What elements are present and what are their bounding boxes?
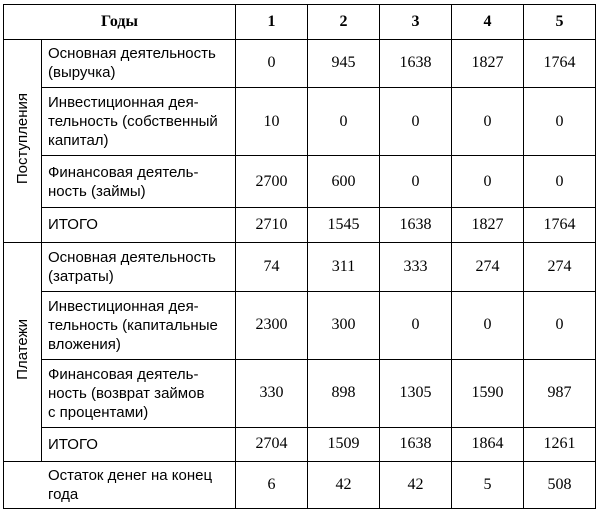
header-row xyxy=(4,5,596,40)
table-row xyxy=(4,359,596,427)
years-header-cell: Годы xyxy=(4,5,236,40)
row-label-line: Инвестиционная дея- xyxy=(48,94,199,112)
total-label: ИТОГО xyxy=(42,208,236,243)
value-cell: 1305 xyxy=(380,359,452,427)
value-cell: 0 xyxy=(452,291,524,359)
value-cell: 0 xyxy=(524,156,596,208)
group-label-text: Платежи xyxy=(14,319,31,380)
row-label-line: года xyxy=(48,486,79,504)
table-row xyxy=(4,242,596,291)
row-label xyxy=(42,88,236,156)
row-label xyxy=(42,39,236,88)
value-cell: 274 xyxy=(524,242,596,291)
value-cell: 508 xyxy=(524,462,596,509)
value-cell: 0 xyxy=(308,88,380,156)
value-cell: 1590 xyxy=(452,359,524,427)
value-cell: 898 xyxy=(308,359,380,427)
value-cell: 1261 xyxy=(524,427,596,462)
value-cell: 0 xyxy=(380,156,452,208)
value-cell: 1638 xyxy=(380,208,452,243)
row-label xyxy=(42,291,236,359)
row-label-line: (затраты) xyxy=(48,267,114,285)
value-cell: 2300 xyxy=(236,291,308,359)
row-label-line: с процентами) xyxy=(48,403,149,421)
row-label-line: тельность (собственный xyxy=(48,113,218,131)
row-label-line: вложения) xyxy=(48,335,121,353)
value-cell: 1509 xyxy=(308,427,380,462)
value-cell: 2700 xyxy=(236,156,308,208)
value-cell: 1638 xyxy=(380,39,452,88)
total-row xyxy=(4,427,596,462)
value-cell: 2710 xyxy=(236,208,308,243)
row-label-line: Основная деятельность xyxy=(48,45,216,63)
row-label-line: капитал) xyxy=(48,132,109,150)
year-header-1: 1 xyxy=(236,5,308,40)
value-cell: 0 xyxy=(524,88,596,156)
value-cell: 42 xyxy=(380,462,452,509)
value-cell: 0 xyxy=(452,156,524,208)
year-header-3: 3 xyxy=(380,5,452,40)
group-label-payments xyxy=(4,242,42,461)
value-cell: 311 xyxy=(308,242,380,291)
row-label-line: (выручка) xyxy=(48,64,116,82)
year-header-4: 4 xyxy=(452,5,524,40)
cash-flow-table xyxy=(3,4,596,509)
table-row xyxy=(4,156,596,208)
balance-label xyxy=(4,462,236,509)
table-row xyxy=(4,88,596,156)
value-cell: 1545 xyxy=(308,208,380,243)
value-cell: 1827 xyxy=(452,39,524,88)
value-cell: 1864 xyxy=(452,427,524,462)
balance-row xyxy=(4,462,596,509)
value-cell: 600 xyxy=(308,156,380,208)
row-label-line: Остаток денег на конец xyxy=(48,467,213,485)
table-row xyxy=(4,291,596,359)
total-row xyxy=(4,208,596,243)
value-cell: 300 xyxy=(308,291,380,359)
value-cell: 0 xyxy=(380,88,452,156)
value-cell: 333 xyxy=(380,242,452,291)
table-row xyxy=(4,39,596,88)
total-label: ИТОГО xyxy=(42,427,236,462)
value-cell: 1827 xyxy=(452,208,524,243)
value-cell: 0 xyxy=(236,39,308,88)
value-cell: 274 xyxy=(452,242,524,291)
value-cell: 1764 xyxy=(524,208,596,243)
row-label-line: Инвестиционная дея- xyxy=(48,297,199,315)
row-label-line: Основная деятельность xyxy=(48,248,216,266)
value-cell: 1764 xyxy=(524,39,596,88)
row-label xyxy=(42,156,236,208)
value-cell: 987 xyxy=(524,359,596,427)
year-header-2: 2 xyxy=(308,5,380,40)
value-cell: 10 xyxy=(236,88,308,156)
value-cell: 42 xyxy=(308,462,380,509)
row-label-line: Финансовая деятель- xyxy=(48,163,199,181)
value-cell: 1638 xyxy=(380,427,452,462)
group-label-receipts xyxy=(4,39,42,242)
row-label-line: тельность (капитальные xyxy=(48,316,218,334)
value-cell: 5 xyxy=(452,462,524,509)
row-label-line: ность (займы) xyxy=(48,182,146,200)
row-label xyxy=(42,359,236,427)
value-cell: 0 xyxy=(452,88,524,156)
value-cell: 6 xyxy=(236,462,308,509)
value-cell: 330 xyxy=(236,359,308,427)
year-header-5: 5 xyxy=(524,5,596,40)
value-cell: 2704 xyxy=(236,427,308,462)
value-cell: 945 xyxy=(308,39,380,88)
value-cell: 74 xyxy=(236,242,308,291)
group-label-text: Поступления xyxy=(14,92,31,184)
value-cell: 0 xyxy=(524,291,596,359)
value-cell: 0 xyxy=(380,291,452,359)
row-label xyxy=(42,242,236,291)
row-label-line: ность (возврат займов xyxy=(48,384,205,402)
row-label-line: Финансовая деятель- xyxy=(48,365,199,383)
